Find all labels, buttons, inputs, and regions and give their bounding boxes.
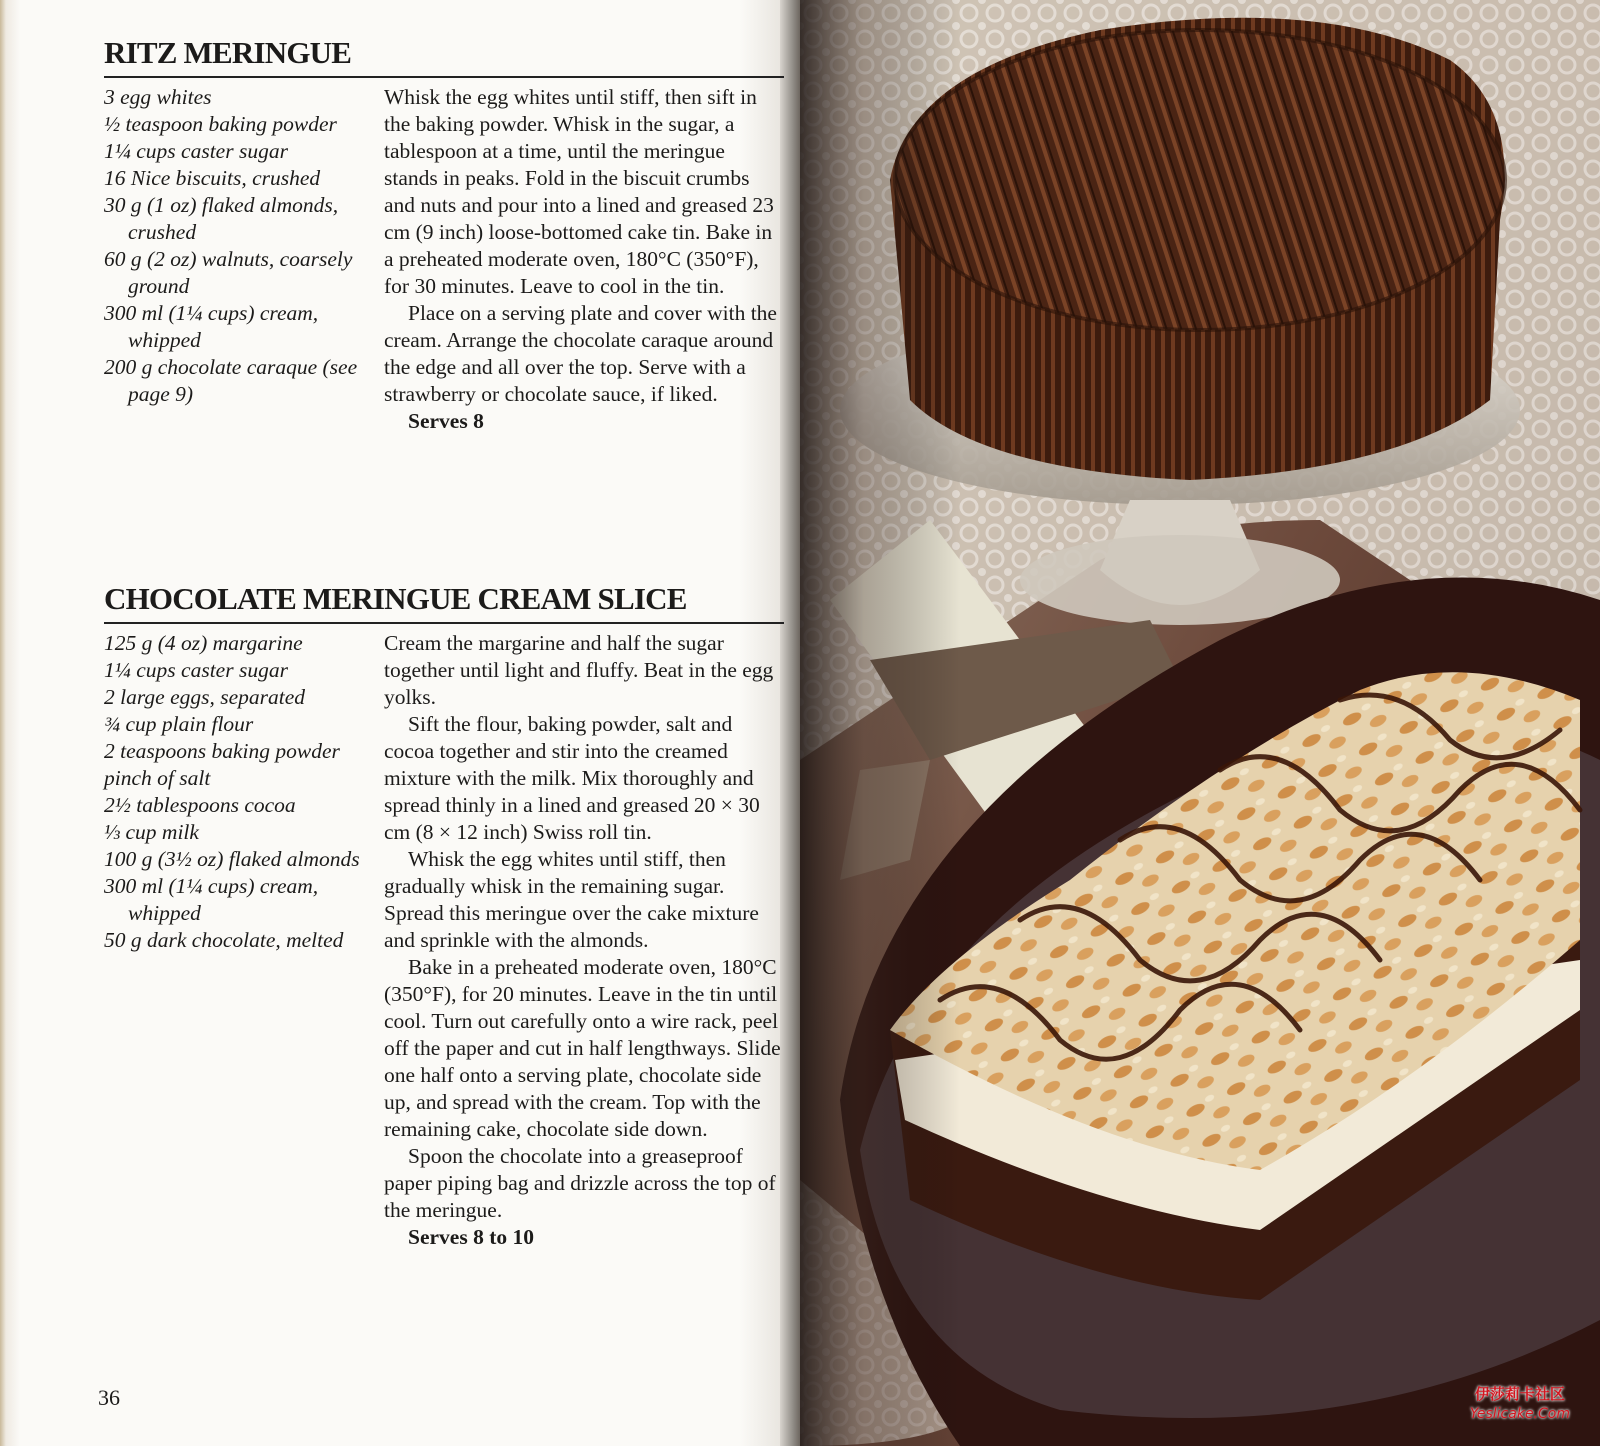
method-text: [384, 630, 784, 1251]
watermark-url: Yeslicake.Com: [1469, 1406, 1570, 1422]
serves-label: Serves 8 to 10: [408, 1225, 534, 1249]
method-paragraph: Sift the flour, baking powder, salt and cocoa together and stir into the creamed mixture with the milk. Mix thoroughly and spread thinly in a lined and greased 20 × 30 cm (8 × 12 inch) Swiss roll tin.: [384, 712, 760, 844]
ingredient-item: 100 g (3½ oz) flaked almonds: [104, 847, 360, 871]
ingredient-item: 60 g (2 oz) walnuts, coarsely ground: [104, 247, 353, 298]
ingredient-item: 3 egg whites: [104, 85, 212, 109]
watermark-chinese-text: 伊莎莉卡社区: [1474, 1385, 1565, 1403]
method-paragraph: Spoon the chocolate into a greaseproof paper piping bag and drizzle across the top of the meringue.: [384, 1144, 776, 1222]
ingredient-item: 1¼ cups caster sugar: [104, 139, 288, 163]
ingredient-item: ⅓ cup milk: [104, 820, 199, 844]
ingredient-item: 2 large eggs, separated: [104, 685, 306, 709]
method-paragraph: Bake in a preheated moderate oven, 180°C (350°F), for 20 minutes. Leave in the tin until cool. Turn out carefully onto a wire rack, peel off the paper and cut in half lengthways. Slide one half onto a serving plate, chocolate side up, and spread with the cream. Top with the remaining cake, chocolate side down.: [384, 955, 781, 1141]
method-paragraph: Place on a serving plate and cover with the cream. Arrange the chocolate caraque around the edge and all over the top. Serve with a strawberry or chocolate sauce, if liked.: [384, 301, 777, 406]
method-text: [384, 84, 784, 435]
ingredient-item: pinch of salt: [104, 766, 211, 790]
recipe-ritz-meringue: [104, 34, 784, 433]
recipe-title: RITZ MERINGUE: [104, 34, 784, 78]
ingredient-item: 200 g chocolate caraque (see page 9): [104, 355, 358, 406]
recipe-chocolate-meringue-cream-slice: [104, 580, 784, 1249]
watermark: [1470, 1384, 1570, 1424]
ingredient-item: 30 g (1 oz) flaked almonds, crushed: [104, 193, 339, 244]
ingredient-item: 2 teaspoons baking powder: [104, 739, 340, 763]
method-paragraph: Whisk the egg whites until stiff, then gradually whisk in the remaining sugar. Spread this meringue over the cake mixture and sprinkle with the almonds.: [384, 847, 759, 952]
method-paragraph: Cream the margarine and half the sugar together until light and fluffy. Beat in the egg yolks.: [384, 631, 774, 709]
method-paragraph: Whisk the egg whites until stiff, then sift in the baking powder. Whisk in the sugar, a tablespoon at a time, until the meringue stands in peaks. Fold in the biscuit crumbs and nuts and pour into a lined and greased 23 cm (9 inch) loose-bottomed cake tin. Bake in a preheated moderate oven, 180°C (350°F), for 30 minutes. Leave to cool in the tin.: [384, 85, 774, 298]
ingredient-item: 1¼ cups caster sugar: [104, 658, 288, 682]
ingredient-list: [104, 84, 379, 408]
ingredient-item: 2½ tablespoons cocoa: [104, 793, 296, 817]
ingredient-list: [104, 630, 379, 954]
ingredient-item: ¾ cup plain flour: [104, 712, 254, 736]
ingredient-item: 16 Nice biscuits, crushed: [104, 166, 321, 190]
page-number: 36: [98, 1385, 120, 1410]
ingredient-item: 50 g dark chocolate, melted: [104, 928, 344, 952]
serves-label: Serves 8: [408, 409, 484, 433]
recipe-title: CHOCOLATE MERINGUE CREAM SLICE: [104, 580, 784, 624]
ingredient-item: 125 g (4 oz) margarine: [104, 631, 303, 655]
dessert-photo-illustration: [800, 0, 1600, 1446]
ingredient-item: 300 ml (1¼ cups) cream, whipped: [104, 874, 319, 925]
ingredient-item: ½ teaspoon baking powder: [104, 112, 337, 136]
ingredient-item: 300 ml (1¼ cups) cream, whipped: [104, 301, 319, 352]
dessert-photo: [800, 0, 1600, 1446]
